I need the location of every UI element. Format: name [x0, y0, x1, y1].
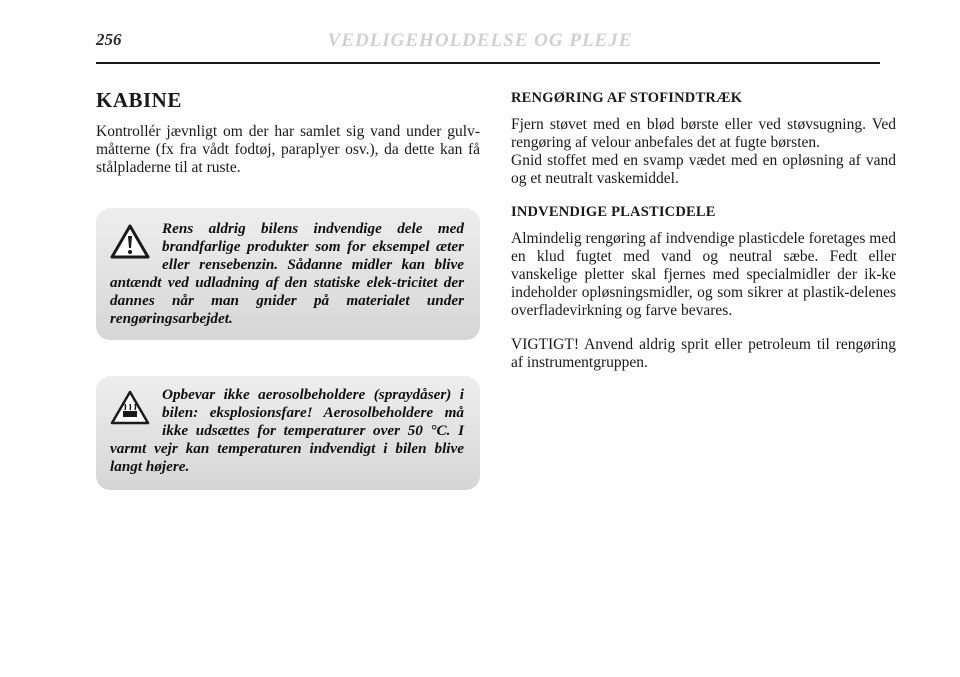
intro-paragraph: Kontrollér jævnligt om der har samlet sig vand under gulv-måtterne (fx fra vådt fodtøj, paraplyer osv.), da dette kan få stålpladerne til at ruste. [96, 123, 480, 176]
warning-text-aerosol: Opbevar ikke aerosolbeholdere (spraydåser) i bilen: eksplosionsfare! Aerosolbeholdere må ikke udsættes for temperaturer over 50 °C. I varmt vejr kan temperaturen indvendigt i bilen blive langt højere. [110, 386, 464, 475]
fabric-paragraph-2: Gnid stoffet med en svamp vædet med en opløsning af vand og et neutralt vaskemiddel. [511, 152, 896, 187]
warning-box-aerosol [96, 376, 480, 490]
important-note: VIGTIGT! Anvend aldrig sprit eller petroleum til rengøring af instrumentgruppen. [511, 336, 896, 371]
hazard-heat-triangle-icon [110, 386, 162, 440]
section-heading-fabric: RENGØRING AF STOFINDTRÆK [511, 90, 743, 106]
section-heading-plastic: INDVENDIGE PLASTICDELE [511, 204, 716, 220]
left-column [96, 88, 480, 177]
warning-triangle-icon [110, 220, 162, 274]
page-number: 256 [96, 30, 122, 49]
header-rule [96, 62, 880, 64]
spacer [511, 320, 896, 336]
running-head: VEDLIGEHOLDELSE OG PLEJE [327, 30, 633, 51]
right-column [511, 90, 896, 372]
warning-box-flammable [96, 208, 480, 340]
warning-text-container [110, 220, 464, 328]
warning-text-flammable: Rens aldrig bilens indvendige dele med brandfarlige produkter som for eksempel æter eller rensebenzin. Sådanne midler kan blive antændt ved udladning af den statiske elek-tricitet der dannes når man gnider på materialet under rengøringsarbejdet. [110, 220, 464, 327]
spacer [511, 188, 896, 204]
warning-text-container [110, 386, 464, 476]
plastic-paragraph-1: Almindelig rengøring af indvendige plasticdele foretages med en klud fugtet med vand og neutral sæbe. Fedt eller vanskelige pletter skal fjernes med specialmidler der ik-ke indeholder opløsningsmidler, og som sikrer at plastik-delenes overfladevirkning og farve bevares. [511, 230, 896, 319]
fabric-paragraph-1: Fjern støvet med en blød børste eller ved støvsugning. Ved rengøring af velour anbefales det at fugte børsten. [511, 116, 896, 151]
section-heading-kabine: KABINE [96, 88, 182, 112]
